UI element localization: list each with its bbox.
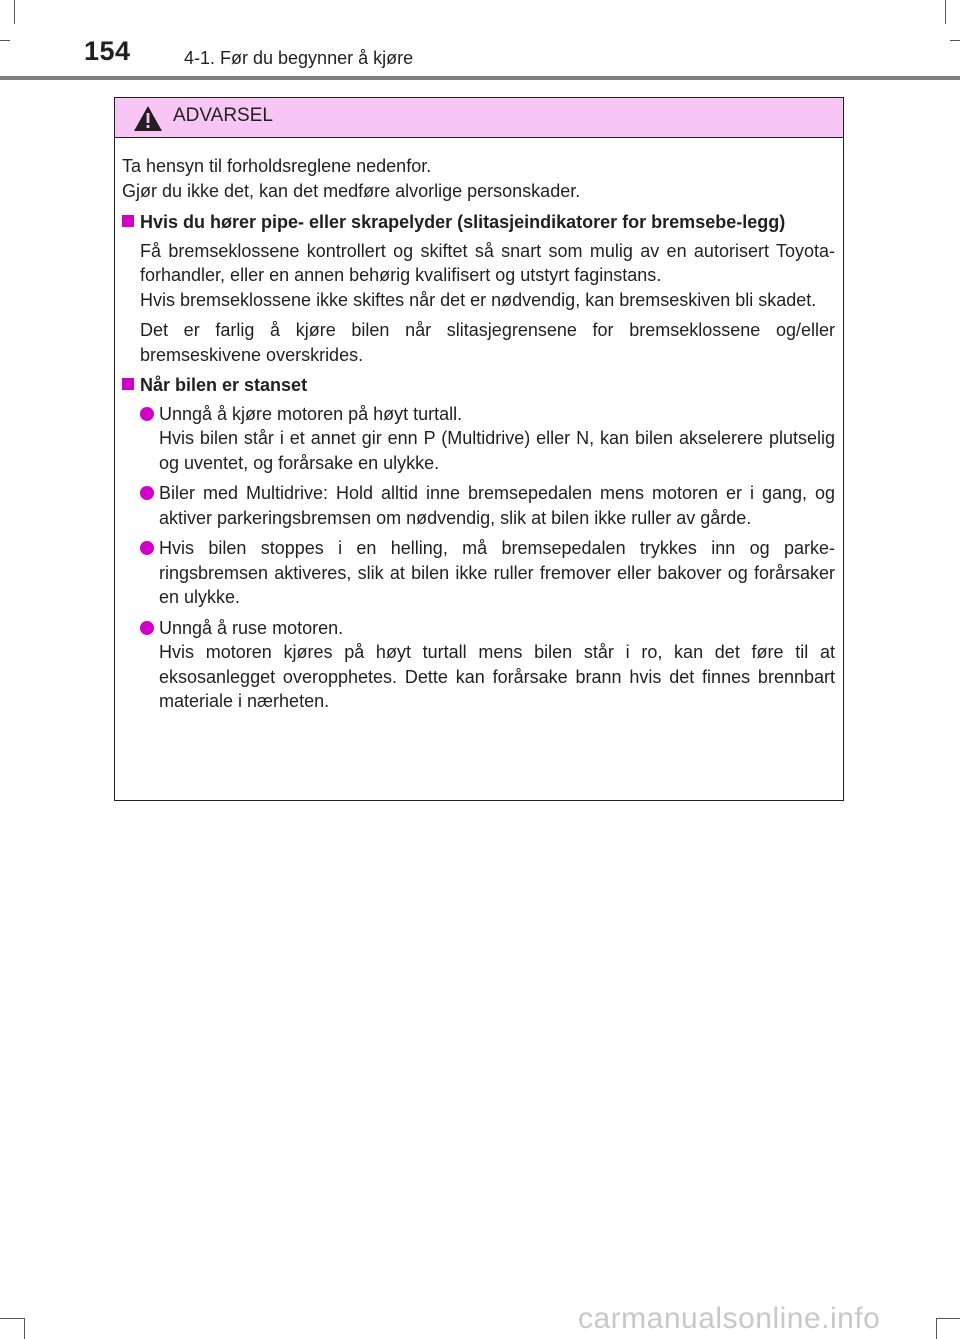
bullet-line: Biler med Multidrive: Hold alltid inne bremsepedalen mens motoren er i gang, og aktiver parkeringsbremsen om nødvendig, slik at bilen ikke ruller av gårde. [159, 483, 835, 528]
paragraph [122, 239, 835, 313]
paragraph-line: Få bremseklossene kontrollert og skiftet så snart som mulig av en autorisert Toyota-forhandler, eller en annen behørig kvalifisert og utstyrt faginstans. [140, 240, 835, 285]
section-heading [122, 373, 835, 398]
bullet-line: Unngå å ruse motoren. [159, 617, 344, 638]
crop-mark [0, 1318, 24, 1319]
section-heading-text: Hvis du hører pipe- eller skrapelyder (slitasjeindikatorer for bremsebe-legg) [140, 212, 786, 232]
circle-bullet-icon [140, 541, 154, 555]
section-heading-text: Når bilen er stanset [140, 375, 308, 395]
circle-bullet-icon [140, 486, 154, 500]
bullet-line: Hvis motoren kjøres på høyt turtall mens bilen står i ro, kan det føre til at eksosanlegget overopphetes. Dette kan forårsake brann hvis det finnes brennbart materiale i nærheten. [159, 642, 835, 711]
warning-title: ADVARSEL [173, 105, 273, 126]
intro-line: Gjør du ikke det, kan det medføre alvorlige personskader. [122, 180, 581, 201]
crop-mark [950, 40, 960, 41]
circle-bullet-icon [140, 621, 154, 635]
warning-box [114, 97, 844, 801]
crop-mark [936, 1318, 937, 1339]
circle-bullet-icon [140, 407, 154, 421]
paragraph [122, 318, 835, 367]
paragraph-line: Det er farlig å kjøre bilen når slitasjegrensene for bremseklossene og/eller bremseskivene overskrides. [140, 320, 835, 365]
square-bullet-icon [122, 378, 134, 390]
section-title: 4-1. Før du begynner å kjøre [184, 48, 414, 68]
crop-mark [936, 1318, 960, 1319]
warning-header [115, 98, 843, 138]
square-bullet-icon [122, 215, 134, 227]
bullet-line: Hvis bilen står i et annet gir enn P (Multidrive) eller N, kan bilen akselerere plutselig og uventet, og forårsake en ulykke. [159, 428, 835, 473]
bullet-item [122, 402, 835, 476]
watermark: carmanualsonline.info [578, 1302, 881, 1335]
section-heading [122, 210, 835, 235]
crop-mark [14, 0, 15, 24]
crop-mark [945, 0, 946, 24]
paragraph-line: Hvis bremseklossene ikke skiftes når det er nødvendig, kan bremseskiven bli skadet. [140, 289, 817, 310]
crop-mark [0, 40, 10, 41]
bullet-item [122, 616, 835, 714]
header-rule [0, 76, 960, 80]
bullet-item [122, 481, 835, 530]
intro-line: Ta hensyn til forholdsreglene nedenfor. [122, 156, 432, 176]
intro-text [122, 154, 835, 203]
crop-mark [24, 1318, 25, 1339]
bullet-item [122, 536, 835, 610]
page-number: 154 [84, 36, 131, 66]
warning-triangle-icon [133, 105, 163, 132]
bullet-line: Unngå å kjøre motoren på høyt turtall. [159, 403, 463, 424]
warning-content [115, 138, 843, 714]
bullet-line: Hvis bilen stoppes i en helling, må bremsepedalen trykkes inn og parke-ringsbremsen aktiveres, slik at bilen ikke ruller fremover eller bakover og forårsaker en ulykke. [159, 538, 835, 607]
